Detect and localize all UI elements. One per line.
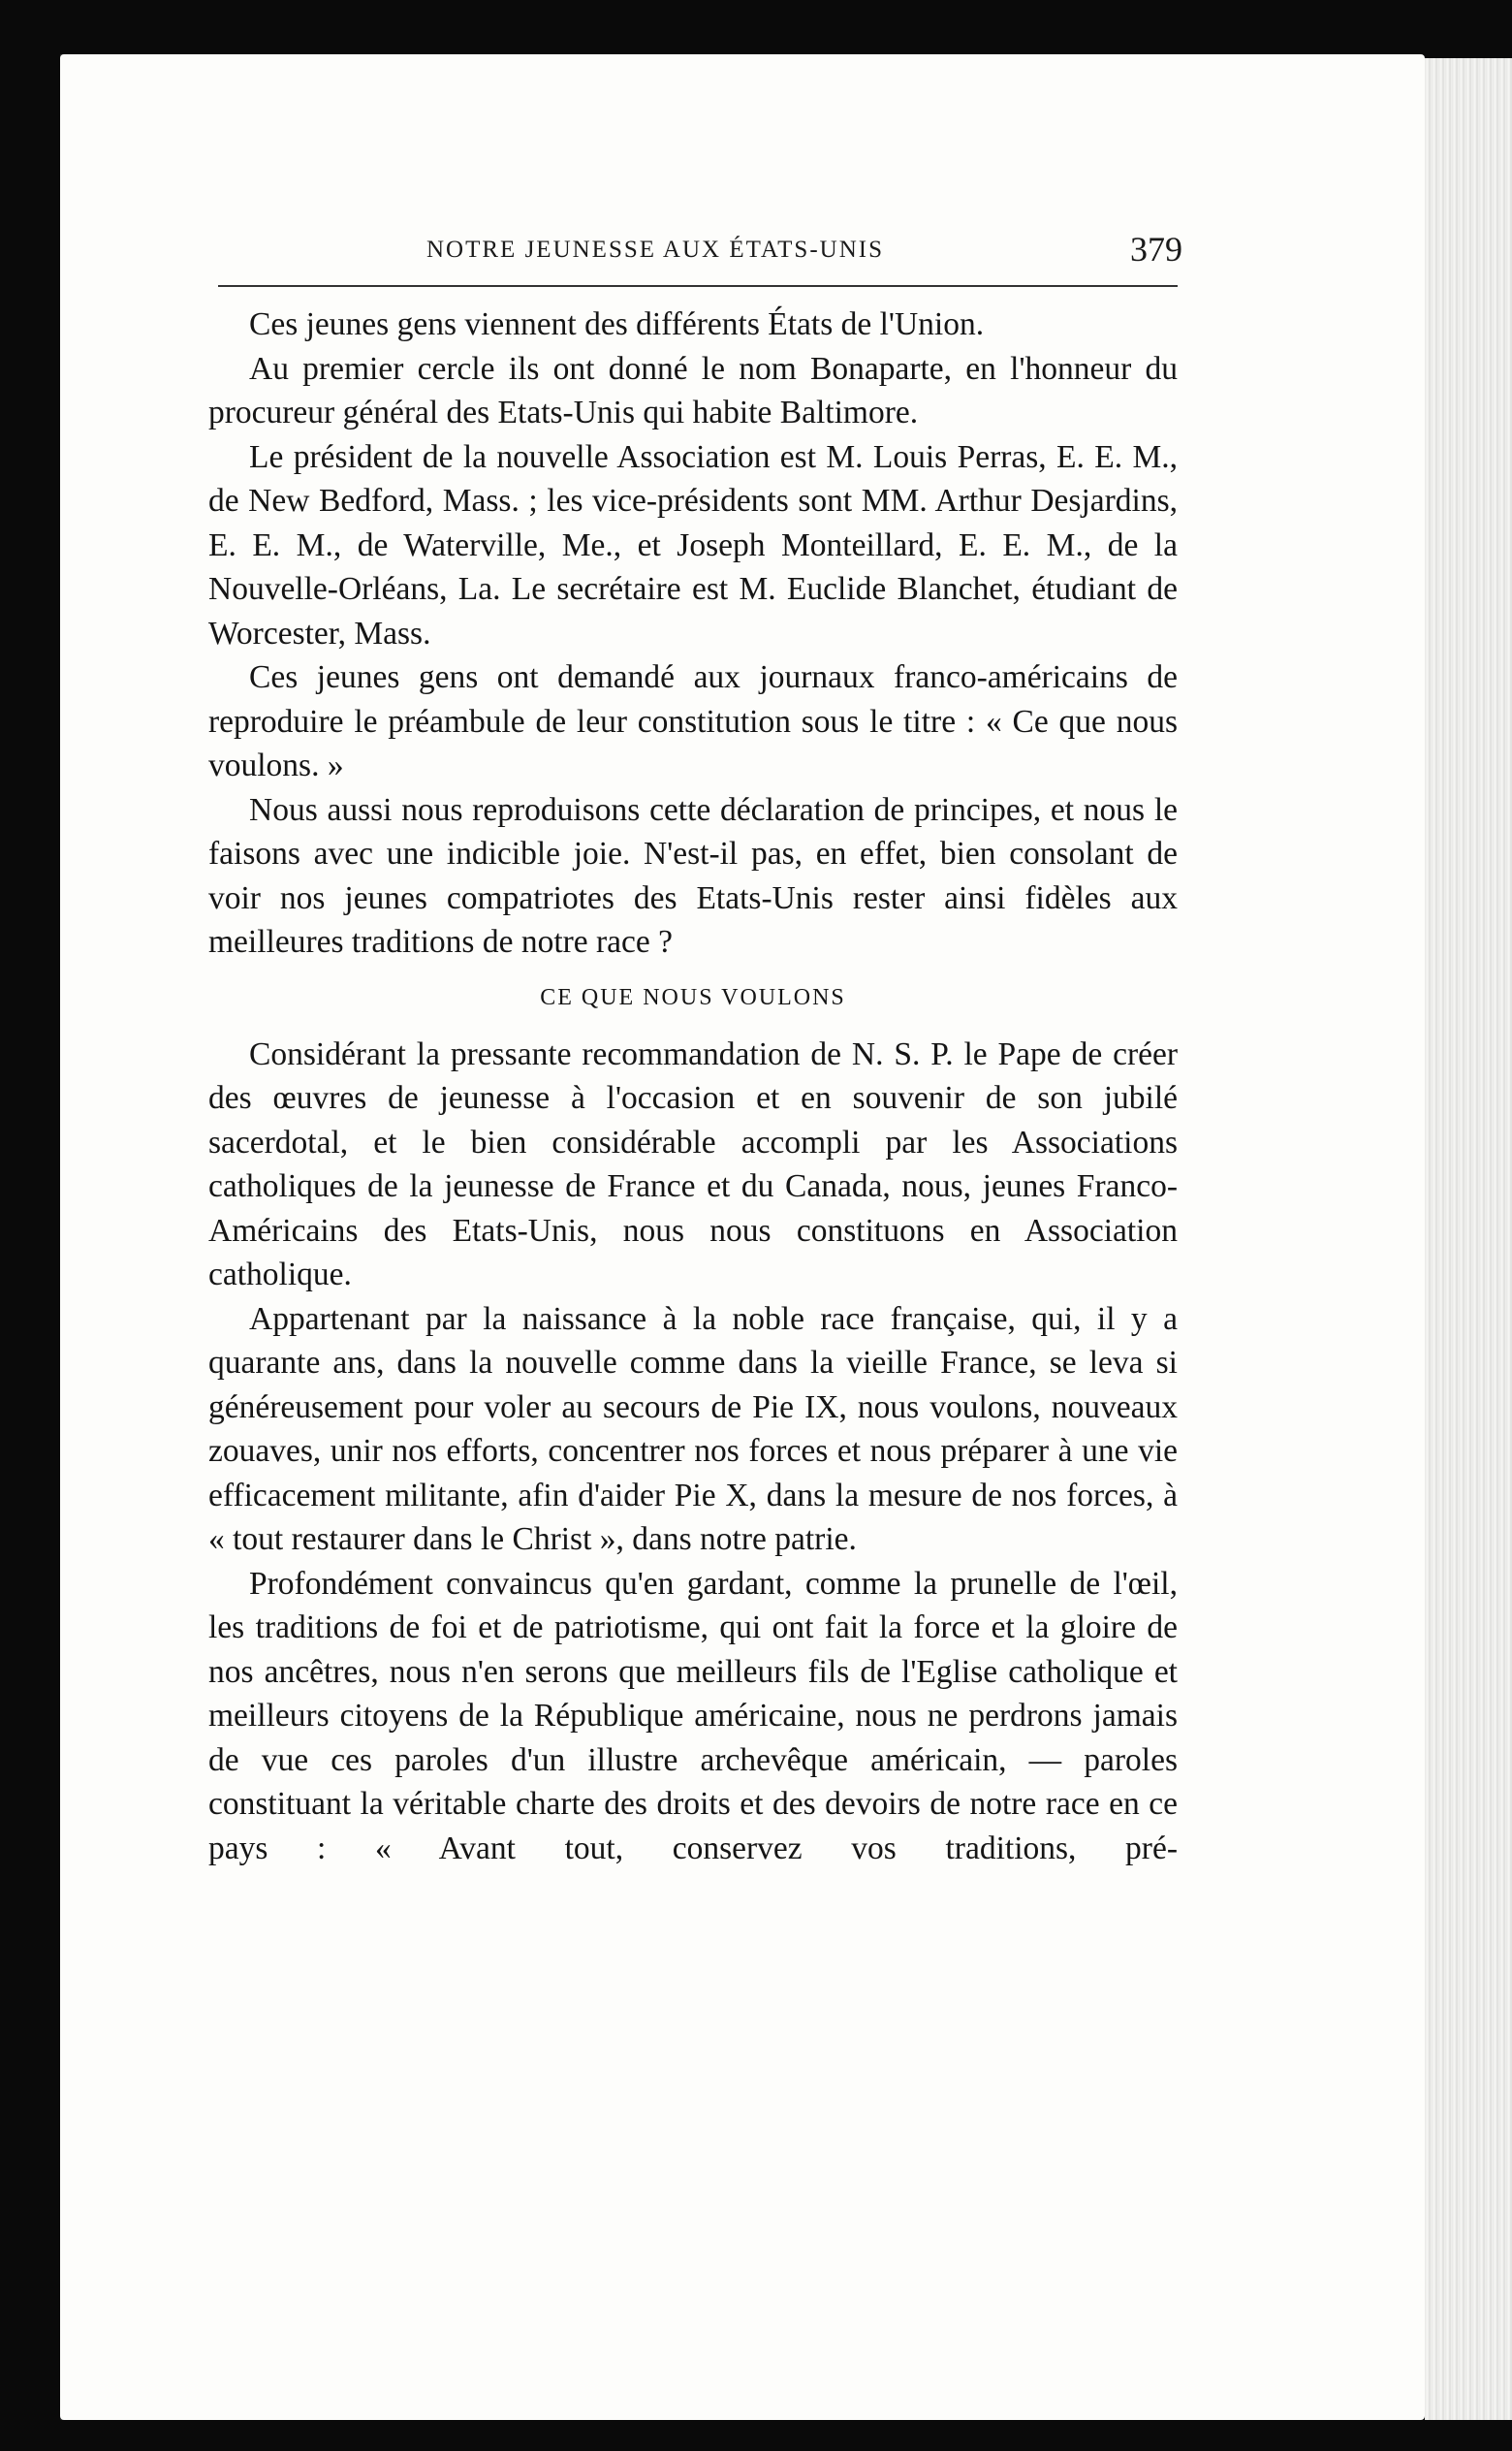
paragraph: Au premier cercle ils ont donné le nom Bonaparte, en l'honneur du procureur général des Etats-Unis qui habite Baltimore.: [208, 350, 1178, 430]
header-rule: [218, 285, 1178, 287]
paragraph: Appartenant par la naissance à la noble race française, qui, il y a quarante ans, dans la nouvelle comme dans la vieille France, se leva si généreusement pour voler au secours de Pie IX, nous voulons, nouveaux zouaves, unir nos efforts, concentrer nos forces et nous préparer à une vie efficacement militante, afin d'aider Pie X, dans la mesure de nos forces, à « tout restaurer dans le Christ », dans notre patrie.: [208, 1300, 1178, 1557]
paragraph: Ces jeunes gens viennent des différents États de l'Union.: [249, 306, 985, 342]
paragraph: Nous aussi nous reproduisons cette déclaration de principes, et nous le faisons avec une indicible joie. N'est-il pas, en effet, bien consolant de voir nos jeunes compatriotes des Etats-Unis rester ainsi fidèles aux meilleures traditions de notre race ?: [208, 791, 1178, 960]
page-header: [213, 229, 1182, 277]
body-text: [208, 302, 1178, 1870]
running-title: NOTRE JEUNESSE AUX ÉTATS-UNIS: [426, 237, 884, 263]
paragraph: Le président de la nouvelle Association est M. Louis Perras, E. E. M., de New Bedford, Mass. ; les vice-présidents sont MM. Arthur Desjardins, E. E. M., de Waterville, Me., et Joseph Monteillard, E. E. M., de la Nouvelle-Orléans, La. Le secrétaire est M. Euclide Blanchet, étudiant de Worcester, Mass.: [208, 438, 1178, 652]
page-edges: [1425, 58, 1512, 2420]
paragraph: Profondément convaincus qu'en gardant, comme la prunelle de l'œil, les traditions de foi et de patriotisme, qui ont fait la force et la gloire de nos ancêtres, nous n'en serons que meilleurs fils de l'Eglise catholique et meilleurs citoyens de la République américaine, nous ne perdrons jamais de vue ces paroles d'un illustre archevêque américain, — paroles constituant la véritable charte des droits et des devoirs de notre race en ce pays : « Avant tout, conservez vos traditions, pré-: [208, 1565, 1178, 1866]
paragraph: Considérant la pressante recommandation de N. S. P. le Pape de créer des œuvres de jeunesse à l'occasion et en souvenir de son jubilé sacerdotal, et le bien considérable accompli par les Associations catholiques de la jeunesse de France et du Canada, nous, jeunes Franco-Américains des Etats-Unis, nous nous constituons en Association catholique.: [208, 1035, 1178, 1292]
paragraph: Ces jeunes gens ont demandé aux journaux franco-américains de reproduire le préambule de leur constitution sous le titre : « Ce que nous voulons. »: [208, 659, 1178, 783]
section-heading: CE QUE NOUS VOULONS: [540, 984, 846, 1010]
page-number: 379: [1130, 230, 1182, 269]
